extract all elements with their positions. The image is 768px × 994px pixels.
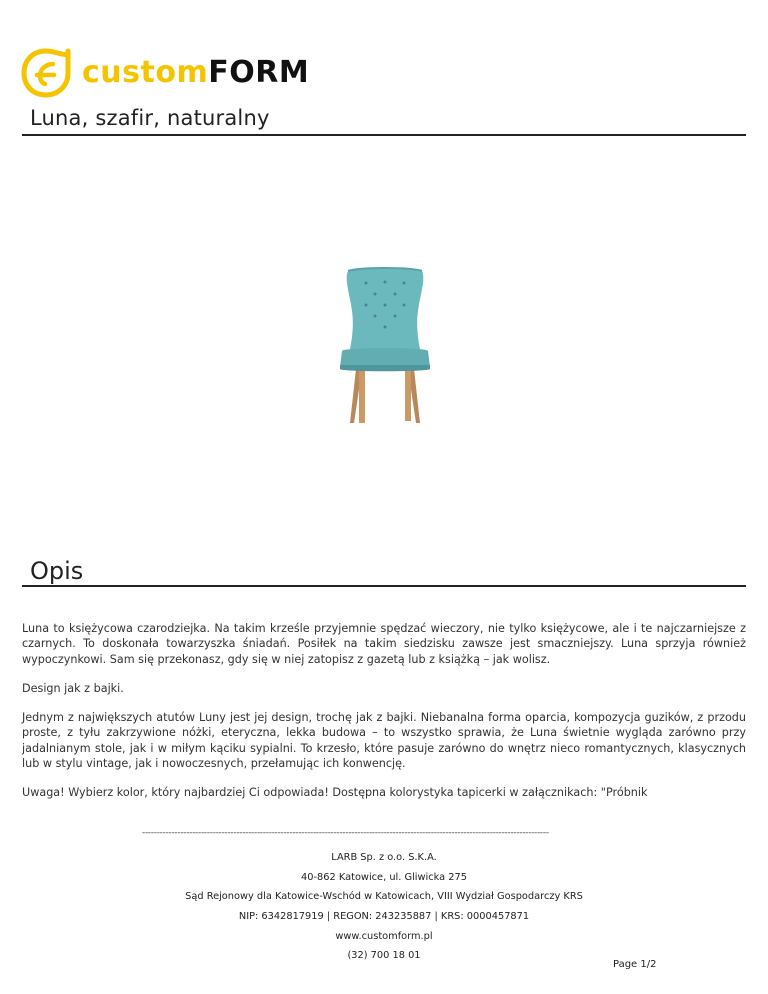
description-paragraph: Uwaga! Wybierz kolor, który najbardziej Ci odpowiada! Dostępna kolorystyka tapicerki w załącznikach: "Próbnik bbox=[22, 786, 648, 800]
footer-address: 40-862 Katowice, ul. Gliwicka 275 bbox=[301, 871, 467, 883]
title-divider bbox=[22, 134, 746, 136]
logo-mark-icon bbox=[20, 47, 72, 99]
footer-company: LARB Sp. z o.o. S.K.A. bbox=[331, 852, 437, 863]
description-paragraph: Design jak z bajki. bbox=[22, 681, 124, 695]
logo-wordmark bbox=[82, 55, 310, 90]
footer-website[interactable]: www.customform.pl bbox=[335, 930, 433, 942]
description-body bbox=[22, 621, 746, 815]
footer-ids: NIP: 6342817919 | REGON: 243235887 | KRS: 0000457871 bbox=[238, 911, 530, 923]
logo-text-custom: custom bbox=[82, 55, 209, 90]
section-heading-description: Opis bbox=[30, 557, 84, 585]
product-title: Luna, szafir, naturalny bbox=[30, 106, 270, 130]
description-paragraph: Luna to księżycowa czarodziejka. Na takim krześle przyjemnie spędzać wieczory, nie tylko księżycowe, ale i te najczarniejsze z czarnych. To doskonała towarzyszka śniadań. Posiłek na takim siedzisku zawsze jest smaczniejszy. Luna sprzyja również wypoczynkowi. Sam się przekonasz, gdy się w niej zatopisz z gazetą lub z książką – jak wolisz. bbox=[22, 622, 746, 666]
footer-separator: ------------------------------------------------------------------------------------------------------------------------------------------ bbox=[142, 828, 549, 838]
logo-text-form: FORM bbox=[208, 55, 310, 90]
footer-phone: (32) 700 18 01 bbox=[347, 950, 421, 962]
description-paragraph: Jednym z największych atutów Luny jest jej design, trochę jak z bajki. Niebanalna forma oparcia, kompozycja guzików, z przodu proste, z tyłu zakrzywione nóżki, eteryczna, lekka budowa – to wszystko sprawia, że Luna świetnie wygląda zarówno przy jadalnianym stole, jak i w miłym kąciku sypialni. To krzesło, które pasuje zarówno do wnętrz nieco romantycznych, klasycznych lub w stylu vintage, jak i nowoczesnych, przełamując ich konwencję. bbox=[22, 711, 746, 771]
page-number: Page 1/2 bbox=[613, 959, 657, 970]
section-divider bbox=[22, 585, 746, 587]
footer bbox=[0, 848, 768, 966]
product-image-chair bbox=[330, 265, 440, 427]
logo bbox=[20, 47, 309, 99]
footer-court: Sąd Rejonowy dla Katowice-Wschód w Katowicach, VIII Wydział Gospodarczy KRS bbox=[185, 891, 583, 903]
